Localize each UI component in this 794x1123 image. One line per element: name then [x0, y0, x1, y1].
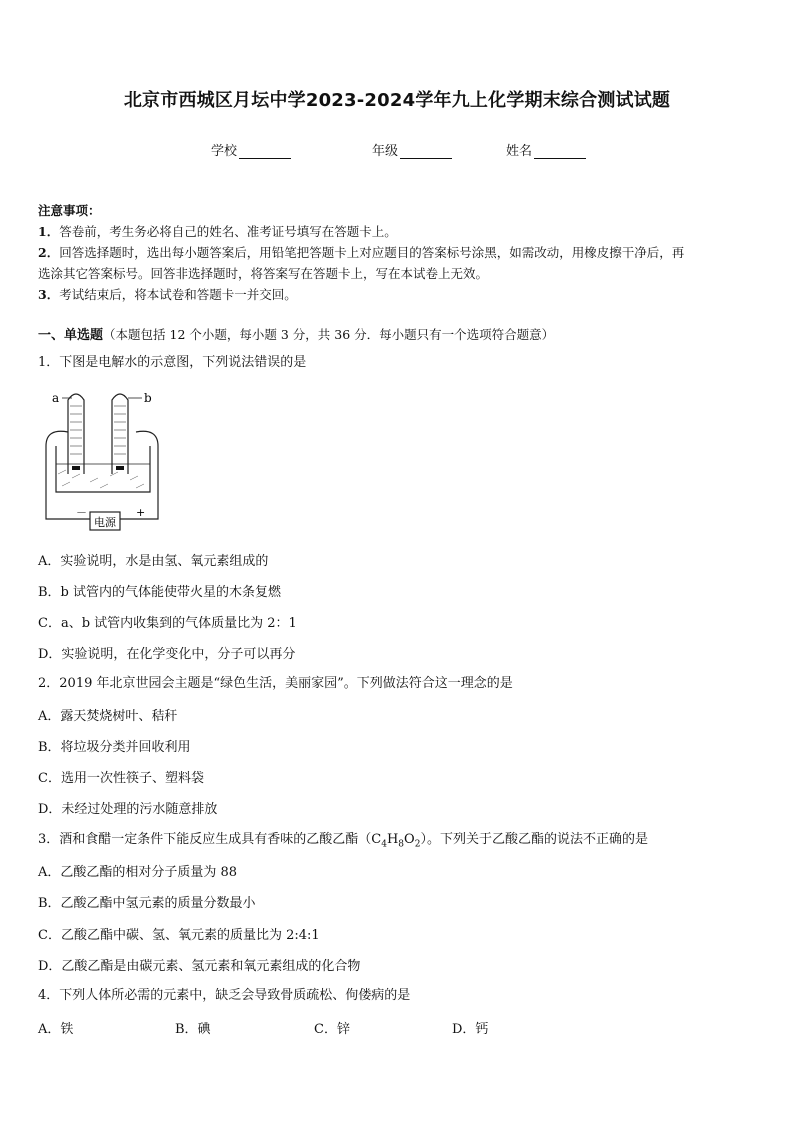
- question-3-option-c: C．乙酸乙酯中碳、氢、氧元素的质量比为 2:4:1: [38, 928, 320, 943]
- notice-item: 1．答卷前，考生务必将自己的姓名、准考证号填写在答题卡上。: [38, 224, 397, 239]
- page-title: 北京市西城区月坛中学2023-2024学年九上化学期末综合测试试题: [123, 90, 671, 111]
- grade-label: 年级: [372, 144, 399, 159]
- question-4-stem: 4．下列人体所必需的元素中，缺乏会导致骨质疏松、佝偻病的是: [38, 988, 411, 1003]
- question-2-option-b: B．将垃圾分类并回收利用: [38, 740, 191, 755]
- question-3-option-b: B．乙酸乙酯中氢元素的质量分数最小: [38, 896, 256, 911]
- notice-item: 2．回答选择题时，选出每小题答案后，用铅笔把答题卡上对应题目的答案标号涂黑，如需改动，用橡皮擦干净后，再: [38, 245, 685, 260]
- label-b: b: [144, 391, 152, 405]
- question-2-option-d: D．未经过处理的污水随意排放: [38, 802, 218, 817]
- school-blank: [239, 144, 291, 159]
- question-4-option-d: D．钙: [452, 1022, 489, 1037]
- name-label: 姓名: [506, 144, 533, 159]
- plus-terminal: +: [136, 506, 146, 519]
- name-blank: [534, 144, 586, 159]
- tube-b-gradations: [114, 406, 126, 454]
- tube-a-gradations: [70, 406, 82, 454]
- question-1-option-a: A．实验说明，水是由氢、氧元素组成的: [38, 554, 269, 569]
- question-1-option-c: C．a、b 试管内收集到的气体质量比为 2：1: [38, 616, 297, 631]
- question-1-stem: 1．下图是电解水的示意图，下列说法错误的是: [38, 355, 307, 370]
- question-1-option-b: B．b 试管内的气体能使带火星的木条复燃: [38, 585, 282, 600]
- grade-field: [372, 140, 452, 159]
- electrolysis-diagram: [38, 384, 172, 540]
- water-hatching: [58, 470, 144, 488]
- question-4-option-b: B．碘: [175, 1022, 211, 1037]
- notice-item: 3．考试结束后，将本试卷和答题卡一并交回。: [38, 287, 297, 302]
- notice-item: 选涂其它答案标号。回答非选择题时，将答案写在答题卡上，写在本试卷上无效。: [38, 266, 489, 281]
- question-4-option-a: A．铁: [38, 1022, 74, 1037]
- question-2-option-a: A．露天焚烧树叶、秸秆: [38, 709, 178, 724]
- question-2-option-c: C．选用一次性筷子、塑料袋: [38, 771, 204, 786]
- beaker: [56, 446, 150, 492]
- question-3-stem: 3．酒和食醋一定条件下能反应生成具有香味的乙酸乙酯$(C_4H_8O_2)$。下列关于乙酸乙酯的说法不正确的是: [38, 832, 648, 850]
- name-field: [506, 140, 586, 159]
- school-label: 学校: [211, 144, 238, 159]
- question-3-option-a: A．乙酸乙酯的相对分子质量为 88: [38, 865, 238, 880]
- electrode-a: [72, 466, 80, 470]
- minus-terminal: －: [76, 506, 87, 519]
- notice-block: [38, 200, 760, 305]
- notice-heading: 注意事项：: [38, 203, 101, 218]
- school-field: [211, 140, 291, 159]
- question-1-option-d: D．实验说明，在化学变化中，分子可以再分: [38, 647, 296, 662]
- power-supply-label: 电源: [94, 516, 116, 529]
- section-heading: 一、单选题（本题包括 12 个小题，每小题 3 分，共 36 分．每小题只有一个选项符合题意）: [38, 327, 555, 343]
- electrode-b: [116, 466, 124, 470]
- question-3-option-d: D．乙酸乙酯是由碳元素、氢元素和氧元素组成的化合物: [38, 959, 361, 974]
- question-4-option-c: C．锌: [314, 1022, 350, 1037]
- question-2-stem: 2．2019 年北京世园会主题是“绿色生活，美丽家园”。下列做法符合这一理念的是: [38, 676, 513, 691]
- grade-blank: [400, 144, 452, 159]
- label-a: a: [52, 391, 60, 405]
